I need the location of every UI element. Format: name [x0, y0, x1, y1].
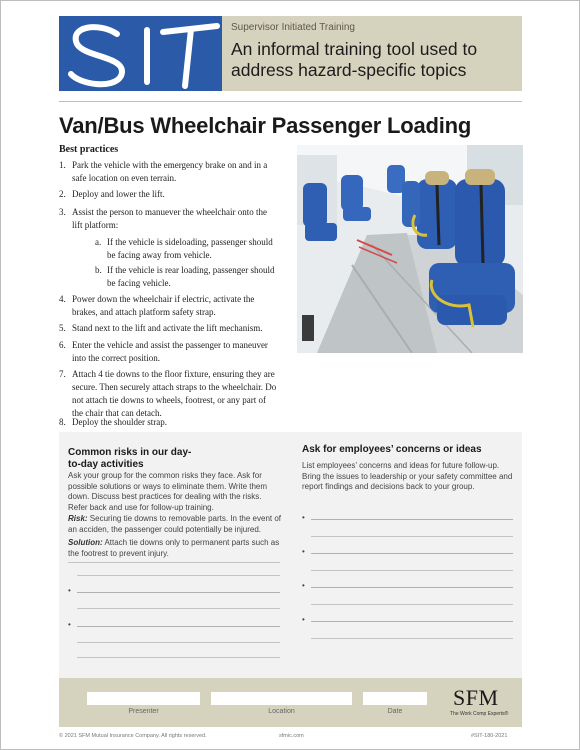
concern-write-line[interactable]	[311, 587, 513, 588]
risk-example	[68, 514, 283, 535]
risk-write-line[interactable]	[77, 657, 280, 658]
date-label: Date	[387, 708, 403, 715]
practice-item-1: 1. Park the vehicle with the emergency brake on and in a safe location on even terrain.	[59, 160, 268, 183]
concern-write-line[interactable]	[311, 570, 513, 571]
bullet-dot: •	[302, 581, 305, 590]
header-subtitle: Supervisor Initiated Training	[231, 22, 355, 33]
bullet-dot: •	[68, 586, 71, 595]
presenter-field[interactable]	[87, 692, 200, 705]
website-link[interactable]: sfmic.com	[279, 733, 304, 739]
solution-text: Attach tie downs only to permanent parts such as the footrest to prevent injury.	[68, 538, 280, 558]
risk-text: Securing tie downs to removable parts. In the event of an acciden, the passenger could potentially be injured.	[68, 514, 282, 534]
practice-item-6: 6. Enter the vehicle and assist the passenger to maneuver into the correct position.	[59, 340, 268, 363]
bus-interior-photo	[297, 145, 523, 353]
header-tagline: An informal training tool used to address hazard-specific topics	[231, 39, 478, 80]
risks-intro: Ask your group for the common risks they face. Ask for possible solutions or ways to eliminate them. Write them down. Discuss best practices for dealing with the risks. Refer back and use for follow-up training.	[68, 471, 268, 512]
risk-write-line[interactable]	[68, 562, 280, 563]
concern-write-line[interactable]	[311, 638, 513, 639]
concern-write-line[interactable]	[311, 519, 513, 520]
risk-write-line[interactable]	[77, 575, 280, 576]
location-field[interactable]	[211, 692, 352, 705]
best-practices-heading: Best practices	[59, 144, 119, 155]
practice-subitem-b: b. If the vehicle is rear loading, passenger should be facing vehicle.	[95, 265, 275, 288]
bus-interior-icon	[297, 145, 523, 353]
document-number: #SIT-180-2021	[471, 733, 508, 739]
concern-write-line[interactable]	[311, 604, 513, 605]
sit-logo-icon	[59, 16, 222, 91]
practice-item-5: 5. Stand next to the lift and activate the lift mechanism.	[59, 323, 263, 333]
bullet-dot: •	[68, 620, 71, 629]
concern-write-line[interactable]	[311, 621, 513, 622]
sit-logo	[59, 16, 222, 91]
concern-write-line[interactable]	[311, 536, 513, 537]
risk-label: Risk:	[68, 514, 88, 523]
concern-write-line[interactable]	[311, 553, 513, 554]
header-banner	[222, 16, 522, 91]
location-label: Location	[268, 708, 295, 715]
solution-example	[68, 538, 283, 559]
solution-label: Solution:	[68, 538, 103, 547]
risk-write-line[interactable]	[77, 592, 280, 593]
concerns-heading: Ask for employees’ concerns or ideas	[302, 444, 482, 455]
date-field[interactable]	[363, 692, 427, 705]
bullet-dot: •	[302, 513, 305, 522]
practice-subitem-a: a. If the vehicle is sideloading, passenger should be facing away from vehicle.	[95, 237, 273, 260]
sfm-tagline: The Work Comp Experts®	[450, 711, 509, 717]
bullet-dot: •	[302, 615, 305, 624]
practice-item-8: 8. Deploy the shoulder strap.	[59, 417, 167, 427]
concerns-text: List employees’ concerns and ideas for future follow-up. Bring the issues to leadership or your safety committee and report findings and decisions back to your group.	[302, 461, 513, 491]
practice-item-2: 2. Deploy and lower the lift.	[59, 189, 165, 199]
risks-heading: Common risks in our day-to-day activities	[68, 447, 192, 470]
bullet-dot: •	[302, 547, 305, 556]
sfm-logo: SFM	[453, 685, 499, 710]
copyright-notice: © 2021 SFM Mutual Insurance Company. All rights reserved.	[59, 733, 207, 739]
risk-write-line[interactable]	[77, 626, 280, 627]
practice-item-7: 7. Attach 4 tie downs to the floor fixture, ensuring they are secure. Then securely attach straps to the wheelchair. Do not attach tie downs to wheels, footrest, or any part of the chair that can detach.	[59, 369, 277, 418]
page-title: Van/Bus Wheelchair Passenger Loading	[59, 113, 472, 138]
risk-write-line[interactable]	[77, 608, 280, 609]
presenter-label: Presenter	[128, 708, 159, 715]
practice-item-3: 3. Assist the person to manuever the wheelchair onto the lift platform:	[59, 207, 267, 230]
risk-write-line[interactable]	[77, 642, 280, 643]
practice-item-4: 4. Power down the wheelchair if electric, activate the brakes, and attach platform safety strap.	[59, 294, 255, 317]
header-divider	[59, 101, 522, 102]
